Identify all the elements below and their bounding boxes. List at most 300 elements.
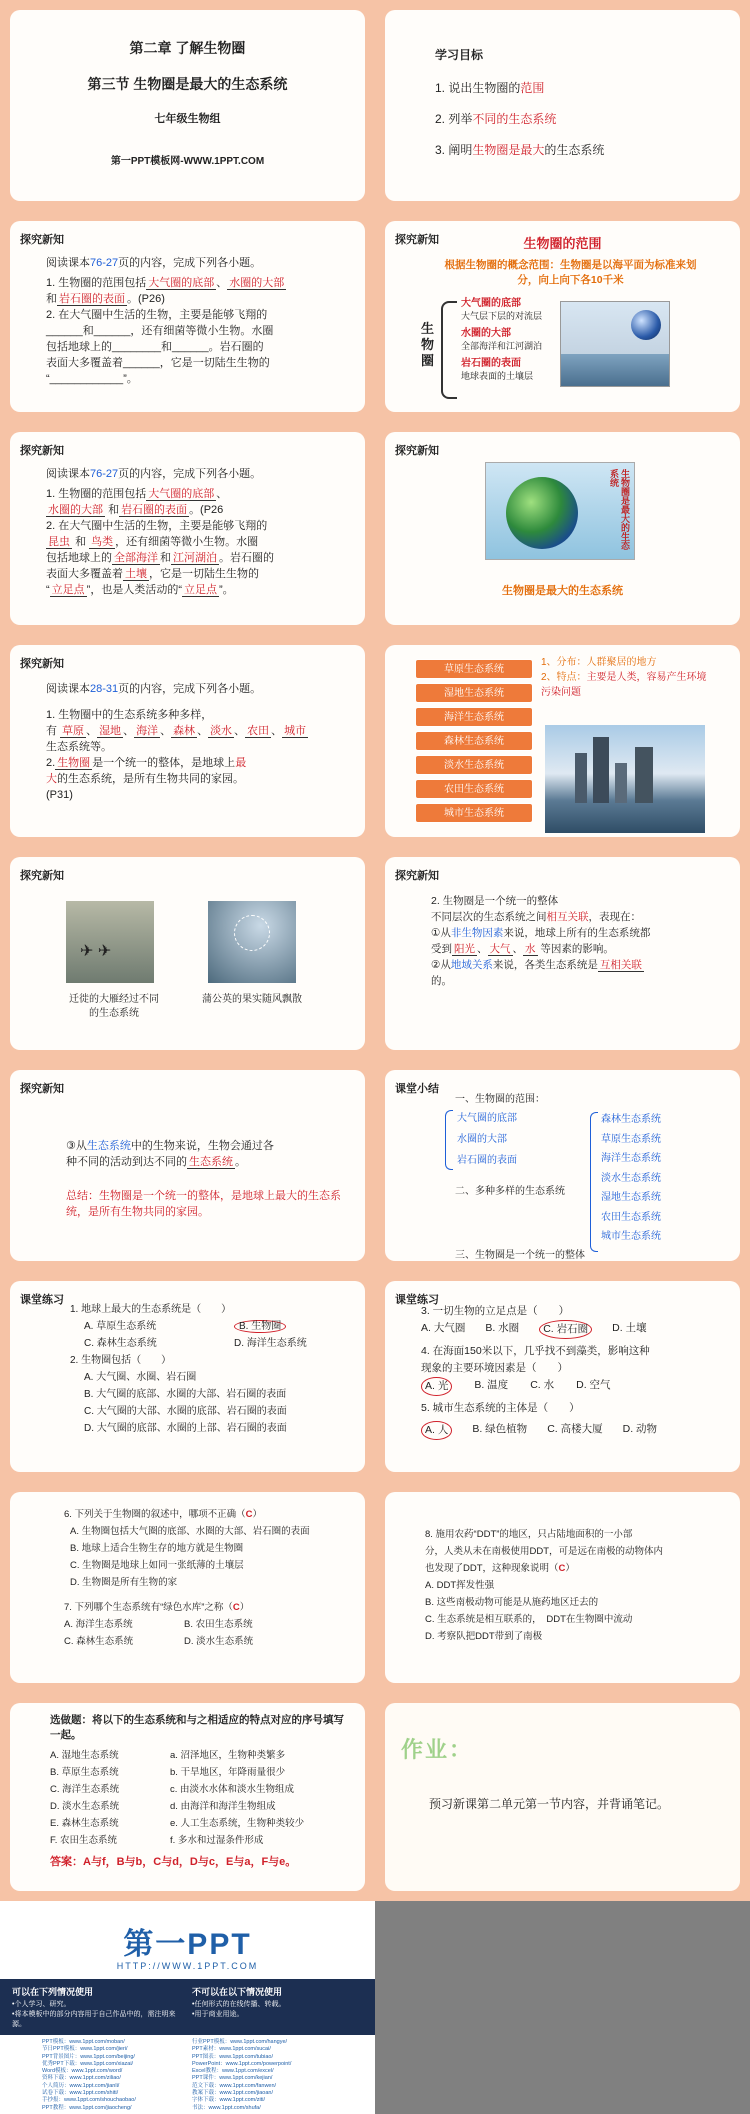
answer: 海洋 xyxy=(136,725,159,737)
option[interactable]: C. 大气圈的大部、水圈的底部、岩石圈的表面 xyxy=(84,1406,287,1417)
link[interactable]: 优秀PPT下载：www.1ppt.com/xiazai/ xyxy=(42,2060,134,2067)
t: ，表现在： xyxy=(588,911,641,923)
eco-button[interactable]: 森林生态系统 xyxy=(415,731,533,751)
logo-url: HTTP://WWW.1PPT.COM xyxy=(116,1961,259,1971)
answer: C xyxy=(232,1602,240,1613)
empty-panel xyxy=(375,1901,750,2114)
eco-button[interactable]: 城市生态系统 xyxy=(415,803,533,823)
t: 受到 xyxy=(431,943,452,955)
q2-line xyxy=(46,534,345,550)
slide-12-card xyxy=(385,1070,740,1261)
key: 非生物因素 xyxy=(450,927,504,939)
t: ①从 xyxy=(431,927,451,939)
goal-3-end: 的生态系统 xyxy=(544,143,605,157)
eco-button[interactable]: 淡水生态系统 xyxy=(415,755,533,775)
range-sub: 大气层下层的对流层 xyxy=(461,311,543,321)
slide-16-card xyxy=(385,1492,740,1683)
link[interactable]: 试卷下载：www.1ppt.com/shiti/ xyxy=(42,2090,119,2097)
slide-9-card xyxy=(10,857,365,1050)
option[interactable] xyxy=(84,1386,351,1403)
match-right: a. 沼泽地区，生物种类繁多 xyxy=(170,1750,286,1761)
link[interactable]: 节日PPT模板：www.1ppt.com/jieri/ xyxy=(42,2046,128,2053)
geese-image xyxy=(66,901,154,983)
goal-1 xyxy=(435,79,690,96)
option[interactable]: D. 淡水生态系统 xyxy=(184,1636,254,1647)
match-left: D. 淡水生态系统 xyxy=(50,1801,120,1812)
slide-13 xyxy=(0,1271,375,1482)
answer: 水圈的大部 xyxy=(229,277,285,289)
key: 相互关联 xyxy=(546,911,589,923)
t: ”。 xyxy=(219,584,234,596)
t: 页的内容，完成下列各小题。 xyxy=(118,683,262,695)
building xyxy=(615,763,627,803)
q2-line xyxy=(46,550,345,566)
q1-line xyxy=(46,275,335,291)
link[interactable]: 字体下载：www.1ppt.com/ziti/ xyxy=(192,2097,266,2104)
reading-line xyxy=(46,255,335,271)
globe-icon xyxy=(506,477,578,549)
t: ”，也是人类活动的“ xyxy=(86,584,182,596)
t: 也发现了DDT，这种现象说明（ xyxy=(425,1563,559,1574)
answer: 昆虫 xyxy=(48,536,70,548)
q1-line-2 xyxy=(46,502,345,518)
slide-tag: 探究新知 xyxy=(20,1083,64,1095)
option[interactable]: D. 生物圈是所有生物的家 xyxy=(70,1577,178,1588)
eco-item: 农田生态系统 xyxy=(601,1211,661,1223)
t: 阅读课本 xyxy=(46,468,90,480)
q7-options xyxy=(64,1616,355,1650)
eco-list xyxy=(601,1110,661,1247)
slide-10-card xyxy=(385,857,740,1050)
question-8-2: 分，人类从未在南极使用DDT，可是远在南极的动物体内 xyxy=(425,1546,664,1557)
link[interactable]: 行业PPT模板：www.1ppt.com/hangye/ xyxy=(192,2039,288,2045)
link[interactable]: 手抄报：www.1ppt.com/shouchaobao/ xyxy=(42,2097,136,2104)
slide-2 xyxy=(375,0,750,211)
question-4: 4. 在海面150米以下，几乎找不到藻类，影响这种 xyxy=(421,1345,650,1357)
point-line xyxy=(431,925,720,941)
q2-line: ______和______，还有细菌等微小生物。水圈 xyxy=(46,325,274,337)
q1-options xyxy=(70,1318,351,1352)
q2-options xyxy=(70,1369,351,1437)
usage-bar xyxy=(0,1979,375,2035)
slide-tag: 探究新知 xyxy=(20,658,64,670)
biosphere-image xyxy=(560,301,670,387)
option[interactable]: C. 生态系统是相互联系的， DDT在生物圈中流动 xyxy=(425,1614,633,1625)
slide-tag: 课堂练习 xyxy=(20,1294,64,1306)
question-8: 8. 施用农药“DDT”的地区，只占陆地面积的一小部 xyxy=(425,1529,633,1540)
t: 。岩石圈的 xyxy=(219,552,274,564)
option[interactable]: A. 大气圈 xyxy=(421,1322,466,1334)
point-line xyxy=(66,1154,345,1170)
q2-line xyxy=(46,755,345,771)
slide-11 xyxy=(0,1060,375,1271)
t: “ xyxy=(46,584,50,596)
link[interactable]: 教案下载：www.1ppt.com/jiaoan/ xyxy=(192,2090,273,2097)
slide-8-card xyxy=(385,645,740,837)
brace xyxy=(441,301,457,399)
page-note: (P31) xyxy=(46,789,73,801)
range-item: 大气圈的底部 xyxy=(457,1113,517,1124)
answer: 湿地 xyxy=(99,725,122,737)
slide-18-card xyxy=(385,1703,740,1891)
selected-option[interactable]: B. 生物圈 xyxy=(234,1320,286,1333)
match-right: c. 由淡水水体和淡水生物组成 xyxy=(170,1784,295,1795)
slide-9 xyxy=(0,847,375,1060)
t: 2、特点： xyxy=(541,672,587,683)
t: 阅读课本 xyxy=(46,683,90,695)
goal-3-text: 3. 阐明 xyxy=(435,143,473,157)
range-item: 岩石圈的表面 xyxy=(461,358,521,369)
link[interactable]: 书法：www.1ppt.com/shufa/ xyxy=(192,2104,261,2111)
t: 等因素的影响。 xyxy=(540,943,614,955)
earth-icon xyxy=(631,310,661,340)
slide-tag: 探究新知 xyxy=(395,870,439,882)
geese-caption: 迁徙的大雁经过不同的生态系统 xyxy=(69,994,159,1019)
option[interactable]: D. 考察队把DDT带到了南极 xyxy=(425,1631,543,1642)
point-end: 的。 xyxy=(431,975,452,987)
range-sub: 地球表面的土壤层 xyxy=(461,371,534,381)
slide-tag: 探究新知 xyxy=(20,234,64,246)
slide-2-card xyxy=(385,10,740,201)
can-use-1: •个人学习、研究。 xyxy=(12,2001,71,2008)
answer: 江河湖泊 xyxy=(173,552,217,564)
t: 和 xyxy=(108,504,120,516)
match-table xyxy=(50,1747,351,1849)
homework-text: 预习新课第二单元第一节内容，并背诵笔记。 xyxy=(429,1797,670,1811)
answer: 大 xyxy=(46,773,57,785)
cannot-use-1: •任何形式的在线传播、转载。 xyxy=(192,2001,286,2008)
page-ref: 76-27 xyxy=(90,257,119,269)
q1-line-2 xyxy=(46,291,335,307)
slide-6 xyxy=(375,422,750,635)
brace xyxy=(445,1110,453,1170)
t: 种不同的活动到达不同的 xyxy=(66,1156,187,1168)
goal-2 xyxy=(435,110,690,127)
answer: 互相关联 xyxy=(599,959,642,971)
link[interactable]: Word模板：www.1ppt.com/word/ xyxy=(42,2068,123,2075)
key: 生态系统 xyxy=(86,1140,131,1152)
answer: 岩石圈的表面 xyxy=(121,504,188,516)
page-ref: 76-27 xyxy=(90,468,119,480)
globe-caption: 生物圈是最大的生态系统 xyxy=(502,585,623,597)
goal-3 xyxy=(435,141,690,158)
slide-tag: 探究新知 xyxy=(20,870,64,882)
question-3: 3. 一切生物的立足点是（ ） xyxy=(421,1305,570,1317)
t: 页的内容，完成下列各小题。 xyxy=(118,257,262,269)
q2-line: “____________”。 xyxy=(46,373,138,385)
question-8-3 xyxy=(425,1560,730,1577)
slide-17-card xyxy=(10,1703,365,1891)
t: 1. 生物圈的范围包括 xyxy=(46,488,147,500)
option[interactable]: B. 这些南极动物可能是从施药地区迁去的 xyxy=(425,1597,599,1608)
q6-options xyxy=(64,1523,355,1591)
link[interactable]: PPT模板：www.1ppt.com/moban/ xyxy=(42,2039,125,2045)
slide-16 xyxy=(375,1482,750,1693)
answer: 立足点 xyxy=(184,584,217,596)
answer: 鸟类 xyxy=(91,536,114,548)
slide-19 xyxy=(0,1901,375,2114)
city-note-2 xyxy=(541,670,707,700)
answer: 岩石圈的表面 xyxy=(59,293,125,305)
eco-button[interactable]: 草原生态系统 xyxy=(415,659,533,679)
slide-14 xyxy=(375,1271,750,1482)
t: 和 xyxy=(160,552,171,564)
building xyxy=(575,753,587,803)
t: 主要是人类，容易产生环境污染问题 xyxy=(541,672,707,698)
option[interactable]: C. 生物圈是地球上如同一张纸薄的土壤层 xyxy=(70,1560,244,1571)
slide-5-card xyxy=(10,432,365,625)
point-line xyxy=(431,957,720,973)
building xyxy=(593,737,609,803)
eco-item: 淡水生态系统 xyxy=(601,1172,661,1184)
answer: 淡水 xyxy=(210,725,233,737)
t: 页的内容，完成下列各小题。 xyxy=(118,468,262,480)
slide-3 xyxy=(0,211,375,422)
q2-line xyxy=(46,582,345,598)
q2-line: 2. 在大气圈中生活的生物，主要是能够飞翔的 xyxy=(46,520,268,532)
brace xyxy=(590,1112,598,1252)
link[interactable]: PPT教程：www.1ppt.com/jiaocheng/ xyxy=(42,2104,132,2111)
eco-buttons xyxy=(415,659,533,827)
match-left: A. 湿地生态系统 xyxy=(50,1750,119,1761)
link[interactable]: PPT课件：www.1ppt.com/kejian/ xyxy=(192,2075,273,2082)
t: ③从 xyxy=(66,1140,87,1152)
eco-button[interactable]: 海洋生态系统 xyxy=(415,707,533,727)
eco-item: 城市生态系统 xyxy=(601,1231,661,1242)
cannot-use-2: •用于商业用途。 xyxy=(192,2011,244,2018)
slide-1-card xyxy=(10,10,365,201)
goal-2-text: 2. 列举 xyxy=(435,112,473,126)
range-item: 大气圈的底部 xyxy=(461,298,521,309)
link[interactable]: Excel教程：www.1ppt.com/excel/ xyxy=(192,2068,274,2075)
option[interactable]: C. 水 xyxy=(530,1379,555,1391)
slide-tag: 课堂小结 xyxy=(395,1083,439,1095)
reading-line xyxy=(46,466,345,482)
option[interactable]: D. 大气圈的底部、水圈的上部、岩石圈的表面 xyxy=(84,1423,287,1434)
goal-3-key: 生物圈是最大 xyxy=(472,143,545,157)
option[interactable]: B. 绿色植物 xyxy=(472,1423,528,1435)
range-item: 岩石圈的表面 xyxy=(457,1155,517,1166)
slide-3-card xyxy=(10,221,365,412)
option[interactable]: B. 水圈 xyxy=(485,1322,520,1334)
goals-title: 学习目标 xyxy=(435,48,484,62)
range-sub: 全部海洋和江河湖泊 xyxy=(461,341,543,351)
bird-icon: ✈ ✈ xyxy=(80,943,112,960)
option[interactable]: D. 动物 xyxy=(622,1423,658,1435)
t: 是一个统一的整体，是地球上 xyxy=(92,757,236,769)
t: 7. 下列哪个生态系统有“绿色水库”之称（ xyxy=(64,1602,233,1613)
link[interactable]: PPT图表：www.1ppt.com/tubiao/ xyxy=(192,2053,274,2060)
option[interactable]: B. 温度 xyxy=(474,1379,509,1391)
match-left: E. 森林生态系统 xyxy=(50,1818,119,1829)
link[interactable]: PPT素材：www.1ppt.com/sucai/ xyxy=(192,2046,271,2053)
t: ，它是一切陆生生物的 xyxy=(149,568,259,580)
match-left: C. 海洋生态系统 xyxy=(50,1784,120,1795)
t: 和 xyxy=(75,536,87,548)
option[interactable]: D. 海洋生态系统 xyxy=(234,1338,307,1349)
link[interactable]: PPT背景图片：www.1ppt.com/beijing/ xyxy=(42,2053,135,2060)
answer: 农田 xyxy=(247,725,270,737)
section-title: 第三节 生物圈是最大的生态系统 xyxy=(87,76,288,92)
t: 中的生物来说，生物会通过各 xyxy=(130,1140,274,1152)
match-right: f. 多水和过湿条件形成 xyxy=(170,1835,264,1846)
answer: 生态系统 xyxy=(189,1156,233,1168)
slide-7-card xyxy=(10,645,365,837)
answer: 城市 xyxy=(284,725,307,737)
slide-4-card xyxy=(385,221,740,412)
links-left xyxy=(42,2039,136,2112)
match-right: d. 由海洋和海洋生物组成 xyxy=(170,1801,276,1812)
summary-h2: 二、多种多样的生态系统 xyxy=(455,1186,565,1197)
q5-options xyxy=(421,1421,726,1440)
slide-4 xyxy=(375,211,750,422)
slide-13-card xyxy=(10,1281,365,1472)
summary-h3: 三、生物圈是一个统一的整体 xyxy=(455,1250,585,1261)
t: 不同层次的生态系统之间 xyxy=(431,911,547,923)
slide-6-card xyxy=(385,432,740,625)
slide-tag: 探究新知 xyxy=(395,234,439,246)
selected-option[interactable]: B. 大气圈的底部、水圈的大部、岩石圈的表面 xyxy=(84,1389,287,1400)
eco-item: 森林生态系统 xyxy=(601,1114,661,1125)
slide-tag: 探究新知 xyxy=(20,445,64,457)
link[interactable]: 个人简历：www.1ppt.com/jianli/ xyxy=(42,2082,120,2089)
goal-1-key: 范围 xyxy=(520,81,545,95)
range-item: 水圈的大部 xyxy=(457,1134,507,1145)
dandelion-caption: 蒲公英的果实随风飘散 xyxy=(202,994,302,1005)
building xyxy=(635,747,653,803)
q4-options xyxy=(421,1377,726,1396)
logo: 第一PPT xyxy=(123,1928,252,1961)
option[interactable]: C. 高楼大厦 xyxy=(547,1423,603,1435)
question-1: 1. 地球上最大的生态系统是（ ） xyxy=(70,1304,232,1315)
slide-10 xyxy=(375,847,750,1060)
t: 。(P26 xyxy=(189,504,224,516)
q2-line: 表面大多覆盖着______，它是一切陆生生物的 xyxy=(46,357,270,369)
match-right: b. 干旱地区，年降雨量很少 xyxy=(170,1767,286,1778)
answer: 全部海洋 xyxy=(114,552,158,564)
elective-title: 选做题：将以下的生态系统和与之相适应的特点对应的序号填写一起。 xyxy=(50,1714,344,1741)
answer: 阳光 xyxy=(454,943,475,955)
slide-15 xyxy=(0,1482,375,1693)
option[interactable]: A. 草原生态系统 xyxy=(84,1321,157,1332)
t: ） xyxy=(565,1563,575,1574)
t: 2. xyxy=(46,757,56,769)
t: 表面大多覆盖着 xyxy=(46,568,123,580)
range-item: 水圈的大部 xyxy=(461,328,511,339)
chapter-title: 第二章 了解生物圈 xyxy=(129,40,246,56)
question-5: 5. 城市生态系统的主体是（ ） xyxy=(421,1402,580,1414)
option[interactable] xyxy=(234,1318,354,1335)
option[interactable]: C. 森林生态系统 xyxy=(84,1338,157,1349)
point-line xyxy=(431,909,720,925)
t: 1. 生物圈的范围包括 xyxy=(46,277,147,289)
t: 来说，地球上所有的生态系统都 xyxy=(503,927,651,939)
eco-item: 湿地生态系统 xyxy=(601,1192,661,1203)
answer: 最 xyxy=(235,757,247,769)
selected-option[interactable]: C. 岩石圈 xyxy=(539,1320,592,1339)
eco-button[interactable]: 湿地生态系统 xyxy=(415,683,533,703)
site-label: 第一PPT模板网-WWW.1PPT.COM xyxy=(110,156,265,167)
point-line xyxy=(66,1138,345,1154)
slide-8 xyxy=(375,635,750,847)
biosphere-range-title: 生物圈的范围 xyxy=(523,236,602,251)
q1-end: 生态系统等。 xyxy=(46,741,112,753)
eco-list-line: 有 草原 、 湿地 、 海洋 、 森林 、 淡水 、 农田 、 城市 xyxy=(46,725,307,737)
links-right xyxy=(192,2039,291,2112)
goal-1-text: 1. 说出生物圈的 xyxy=(435,81,521,95)
homework-title: 作业： xyxy=(401,1737,474,1762)
q1-line: 1. 生物圈中的生态系统多种多样， xyxy=(46,709,213,721)
link[interactable]: 资料下载：www.1ppt.com/ziliao/ xyxy=(42,2075,121,2082)
selected-option[interactable]: A. 人 xyxy=(421,1421,452,1440)
dandelion-icon xyxy=(234,915,270,951)
t: 。(P26) xyxy=(127,293,165,305)
slide-7 xyxy=(0,635,375,847)
option[interactable]: D. 空气 xyxy=(576,1379,611,1391)
t: 。 xyxy=(235,1156,246,1168)
t: 、 xyxy=(216,488,228,500)
option[interactable]: A. 大气圈、水圈、岩石圈 xyxy=(84,1372,197,1383)
side-label: 生物圈 xyxy=(421,321,435,368)
question-7 xyxy=(64,1599,355,1616)
t: 6. 下列关于生物圈的叙述中，哪项不正确（ xyxy=(64,1509,246,1520)
option[interactable]: A. 海洋生态系统 xyxy=(64,1619,133,1630)
slide-11-card xyxy=(10,1070,365,1261)
q2-line: 包括地球上的________和______。岩石圈的 xyxy=(46,341,264,353)
slide-14-card xyxy=(385,1281,740,1472)
key: 地域关系 xyxy=(450,959,493,971)
goal-2-key: 不同的生态系统 xyxy=(472,112,557,126)
eco-button[interactable]: 农田生态系统 xyxy=(415,779,533,799)
t: 有 xyxy=(46,725,57,737)
option[interactable]: C. 森林生态系统 xyxy=(64,1636,134,1647)
option[interactable]: B. 地球上适合生物生存的地方就是生物圈 xyxy=(70,1543,244,1554)
match-right: e. 人工生态系统，生物种类较少 xyxy=(170,1818,305,1829)
option[interactable]: A. 生物圈包括大气圈的底部、水圈的大部、岩石圈的表面 xyxy=(70,1526,310,1537)
q2-line xyxy=(46,566,345,582)
option[interactable]: A. DDT挥发性强 xyxy=(425,1580,495,1591)
selected-option[interactable]: A. 光 xyxy=(421,1377,452,1396)
answer: 水圈的大部 xyxy=(48,504,103,516)
t: ，还有细菌等微小生物。水圈 xyxy=(115,536,259,548)
link[interactable]: PowerPoint：www.1ppt.com/powerpoint/ xyxy=(192,2060,292,2067)
answer: C xyxy=(245,1509,253,1520)
page-ref: 28-31 xyxy=(90,683,119,695)
t: 包括地球上的 xyxy=(46,552,112,564)
range-list xyxy=(457,1108,517,1171)
slide-18 xyxy=(375,1693,750,1901)
q2-line: 2. 在大气圈中生活的生物，主要是能够飞翔的 xyxy=(46,309,268,321)
slide-1 xyxy=(0,0,375,211)
answer: 大气圈的底部 xyxy=(148,277,215,289)
question-4-2: 现象的主要环境因素是（ ） xyxy=(421,1362,568,1374)
summary-text: 总结：生物圈是一个统一的整体，是地球上最大的生态系统，是所有生物共同的家园。 xyxy=(66,1190,341,1218)
link[interactable]: 范文下载：www.1ppt.com/fanwen/ xyxy=(192,2082,277,2089)
point-line: 受到 阳光 、 大气 、 水 等因素的影响。 xyxy=(431,943,614,955)
eco-item: 草原生态系统 xyxy=(601,1133,661,1145)
point-title: 2. 生物圈是一个统一的整体 xyxy=(431,895,559,907)
slide-tag: 探究新知 xyxy=(395,445,439,457)
option[interactable]: B. 农田生态系统 xyxy=(184,1619,253,1630)
option[interactable]: D. 土壤 xyxy=(612,1322,647,1334)
dandelion-image xyxy=(208,901,296,983)
city-notes xyxy=(541,655,707,700)
t: 、 xyxy=(216,277,228,289)
t: ②从 xyxy=(431,959,451,971)
city-image xyxy=(545,725,705,833)
can-use-title: 可以在下列情况使用 xyxy=(12,1987,94,1997)
can-use-2: •将本模板中的部分内容用于自己作品中的，需注明来源。 xyxy=(12,2011,176,2028)
